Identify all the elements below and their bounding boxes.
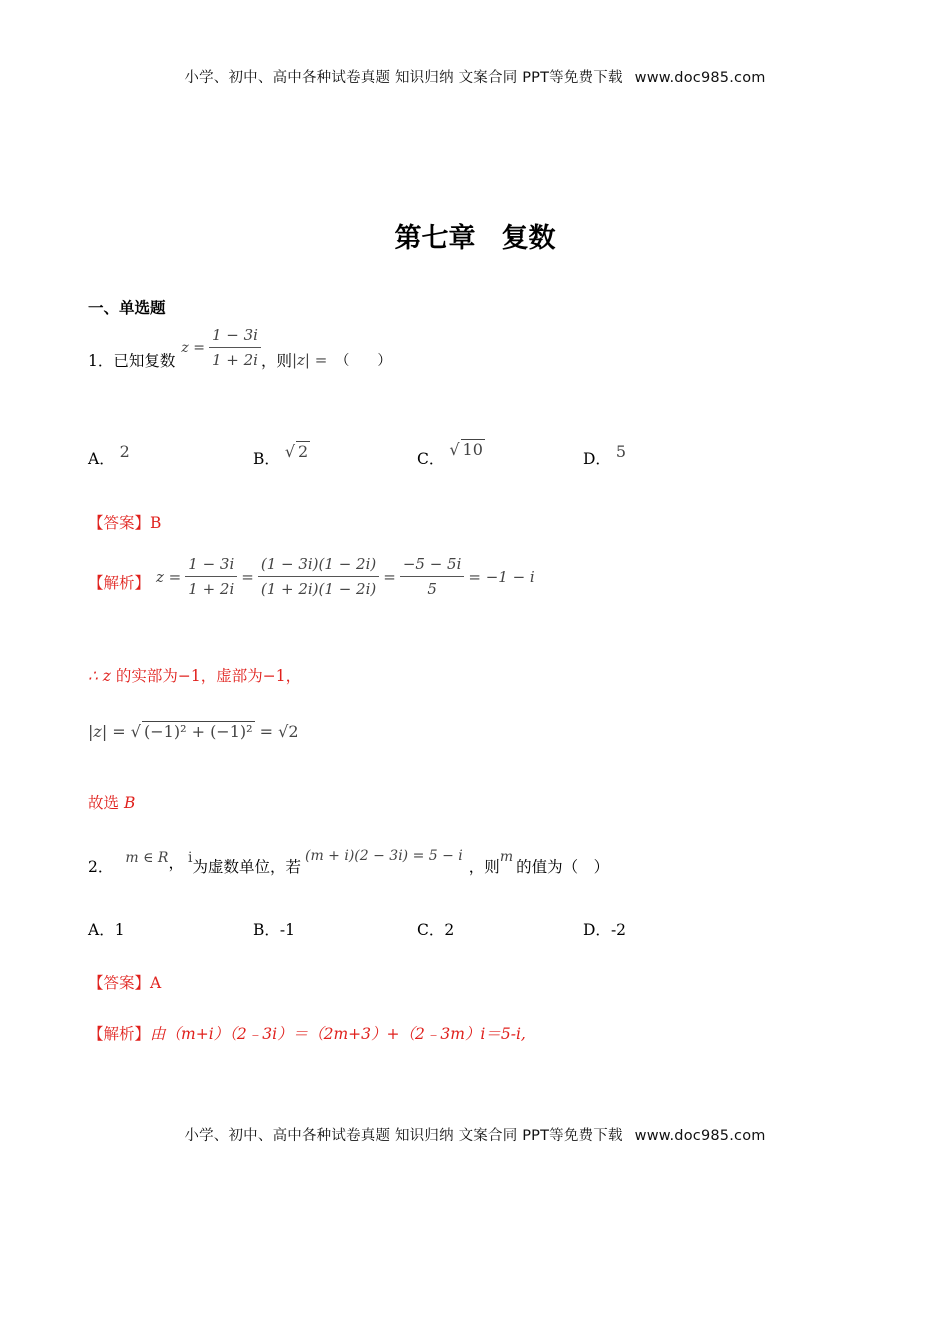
q1-sol-frac3-den: 5 bbox=[427, 580, 437, 598]
q1-option-d-value: 5 bbox=[615, 442, 627, 461]
q1-option-c-label: C． bbox=[417, 450, 445, 468]
q1-abs-rhs: = √2 bbox=[259, 722, 299, 741]
q1-option-a-value: 2 bbox=[119, 442, 130, 461]
q1-option-b-value: √ 2 bbox=[284, 442, 309, 461]
q2-option-d bbox=[583, 918, 626, 940]
header-text: 小学、初中、高中各种试卷真题 知识归纳 文案合同 PPT等免费下载 bbox=[184, 70, 623, 86]
q1-answer: 【答案】B bbox=[88, 514, 162, 532]
footer-text: 小学、初中、高中各种试卷真题 知识归纳 文案合同 PPT等免费下载 bbox=[184, 1128, 623, 1144]
q2-option-c-label: C． bbox=[417, 921, 445, 939]
q2-comma1: ， bbox=[168, 854, 184, 872]
q2-option-a-label: A． bbox=[88, 921, 115, 939]
q2-m-in-r: m ∈ R bbox=[125, 850, 169, 866]
q1-option-a bbox=[88, 442, 130, 469]
q2-option-a bbox=[88, 918, 125, 940]
q2-option-b-label: B． bbox=[253, 921, 280, 939]
q1-sol-result: = −1 − i bbox=[468, 567, 535, 586]
q1-fraction-num: 1 − 3i bbox=[209, 326, 261, 348]
q1-abs-sqrt: √ (−1)² + (−1)² bbox=[130, 722, 253, 741]
q2-number: 2． bbox=[88, 858, 114, 876]
header-site: www.doc985.com bbox=[634, 70, 766, 86]
q1-analysis-label: 【解析】 bbox=[88, 573, 151, 592]
q1-sol-z: z = bbox=[156, 567, 182, 586]
q1-conclusion bbox=[88, 791, 135, 813]
q1-option-c bbox=[417, 440, 485, 469]
q1-sol-frac1-den: 1 + 2i bbox=[188, 580, 235, 598]
q1-sol-frac3-num: −5 − 5i bbox=[400, 555, 465, 577]
q2-text1: 为虚数单位，若 bbox=[192, 858, 301, 876]
q1-stem-b: ，则 bbox=[260, 351, 292, 370]
q1-therefore-sym: ∴ z bbox=[88, 667, 111, 685]
q1-imag: −1 bbox=[262, 667, 286, 685]
q1-option-b-label: B． bbox=[253, 450, 280, 468]
q2-option-a-value: 1 bbox=[114, 921, 125, 939]
page-footer bbox=[0, 1124, 950, 1145]
q1-sol-frac1 bbox=[185, 555, 237, 598]
q1-sol-frac3 bbox=[400, 555, 465, 598]
q1-conclusion-text: 故选 bbox=[88, 794, 120, 812]
q1-option-d-label: D． bbox=[583, 450, 611, 468]
question-2-stem bbox=[88, 848, 610, 877]
q2-answer: 【答案】A bbox=[88, 974, 162, 992]
question-1-stem bbox=[88, 326, 392, 381]
q1-fraction bbox=[209, 326, 261, 369]
q2-m-sym: m bbox=[499, 849, 514, 865]
q1-sol-frac2-num: (1 − 3i)(1 − 2i) bbox=[258, 555, 379, 577]
q1-abs-line bbox=[88, 722, 299, 741]
q2-analysis-label: 【解析】 bbox=[88, 1025, 151, 1043]
q2-option-c-value: 2 bbox=[444, 921, 455, 939]
q1-fraction-den: 1 + 2i bbox=[211, 351, 258, 369]
q1-real: −1 bbox=[177, 667, 201, 685]
q1-abs-radicand: (−1)² + (−1)² bbox=[144, 722, 253, 741]
q1-option-d bbox=[583, 442, 627, 469]
q2-option-c bbox=[417, 918, 454, 940]
footer-site: www.doc985.com bbox=[634, 1128, 766, 1144]
q1-abs-lhs: |z| = bbox=[88, 722, 126, 741]
q2-option-b bbox=[253, 918, 295, 940]
q2-analysis bbox=[88, 1022, 526, 1044]
q1-sol-frac2-den: (1 + 2i)(1 − 2i) bbox=[260, 580, 377, 598]
q2-option-b-value: -1 bbox=[279, 921, 295, 939]
q2-text3: 的值为（ ） bbox=[516, 858, 610, 876]
q1-therefore-line bbox=[88, 664, 301, 686]
q1-therefore-text: 的实部为 bbox=[115, 667, 178, 685]
q1-sol-frac1-num: 1 − 3i bbox=[185, 555, 237, 577]
page-header bbox=[0, 66, 950, 87]
q1-option-b bbox=[253, 442, 310, 469]
q2-i-sym: i bbox=[187, 850, 193, 866]
q2-text2: ，则 bbox=[468, 858, 500, 876]
q2-analysis-text: 由（m+i）（2﹣3i）＝（2m+3）+（2﹣3m）i＝5-i, bbox=[150, 1025, 526, 1043]
q2-equation: (m + i)(2 − 3i) = 5 − i bbox=[304, 848, 463, 864]
q1-number: 1． bbox=[88, 351, 114, 370]
q1-option-c-value: √ 10 bbox=[449, 440, 483, 459]
q1-z-lhs: z = bbox=[181, 339, 205, 356]
q1-paren: （ ） bbox=[335, 352, 392, 369]
q1-option-a-label: A． bbox=[88, 450, 115, 468]
q2-option-d-value: -2 bbox=[610, 921, 627, 939]
q1-analysis: 【解析】 z = $\frac{1 - 3i}{1 + 2i}$ = $\frac{(1 - 3i)(1 - 2i)}{(1 + 2i)(1 - 2i)}$ = $\frac{-5 - 5i}{5}$ = −1 − i bbox=[88, 555, 535, 598]
q1-comma: ， bbox=[285, 667, 302, 685]
section-heading: 一、单选题 bbox=[88, 299, 166, 317]
q1-stem-a: 已知复数 bbox=[113, 351, 176, 370]
q1-option-c-radicand: 10 bbox=[462, 440, 483, 459]
q2-option-d-label: D． bbox=[583, 921, 611, 939]
q1-imag-text: ，虚部为 bbox=[200, 667, 263, 685]
q1-abs-z: |z| = bbox=[291, 350, 328, 369]
title-part1: 第七章 bbox=[394, 223, 476, 254]
q1-sol-frac2 bbox=[258, 555, 379, 598]
title-part2: 复数 bbox=[501, 223, 556, 254]
q1-option-b-radicand: 2 bbox=[298, 442, 309, 461]
chapter-title bbox=[0, 216, 950, 255]
q1-conclusion-var: B bbox=[123, 794, 136, 812]
